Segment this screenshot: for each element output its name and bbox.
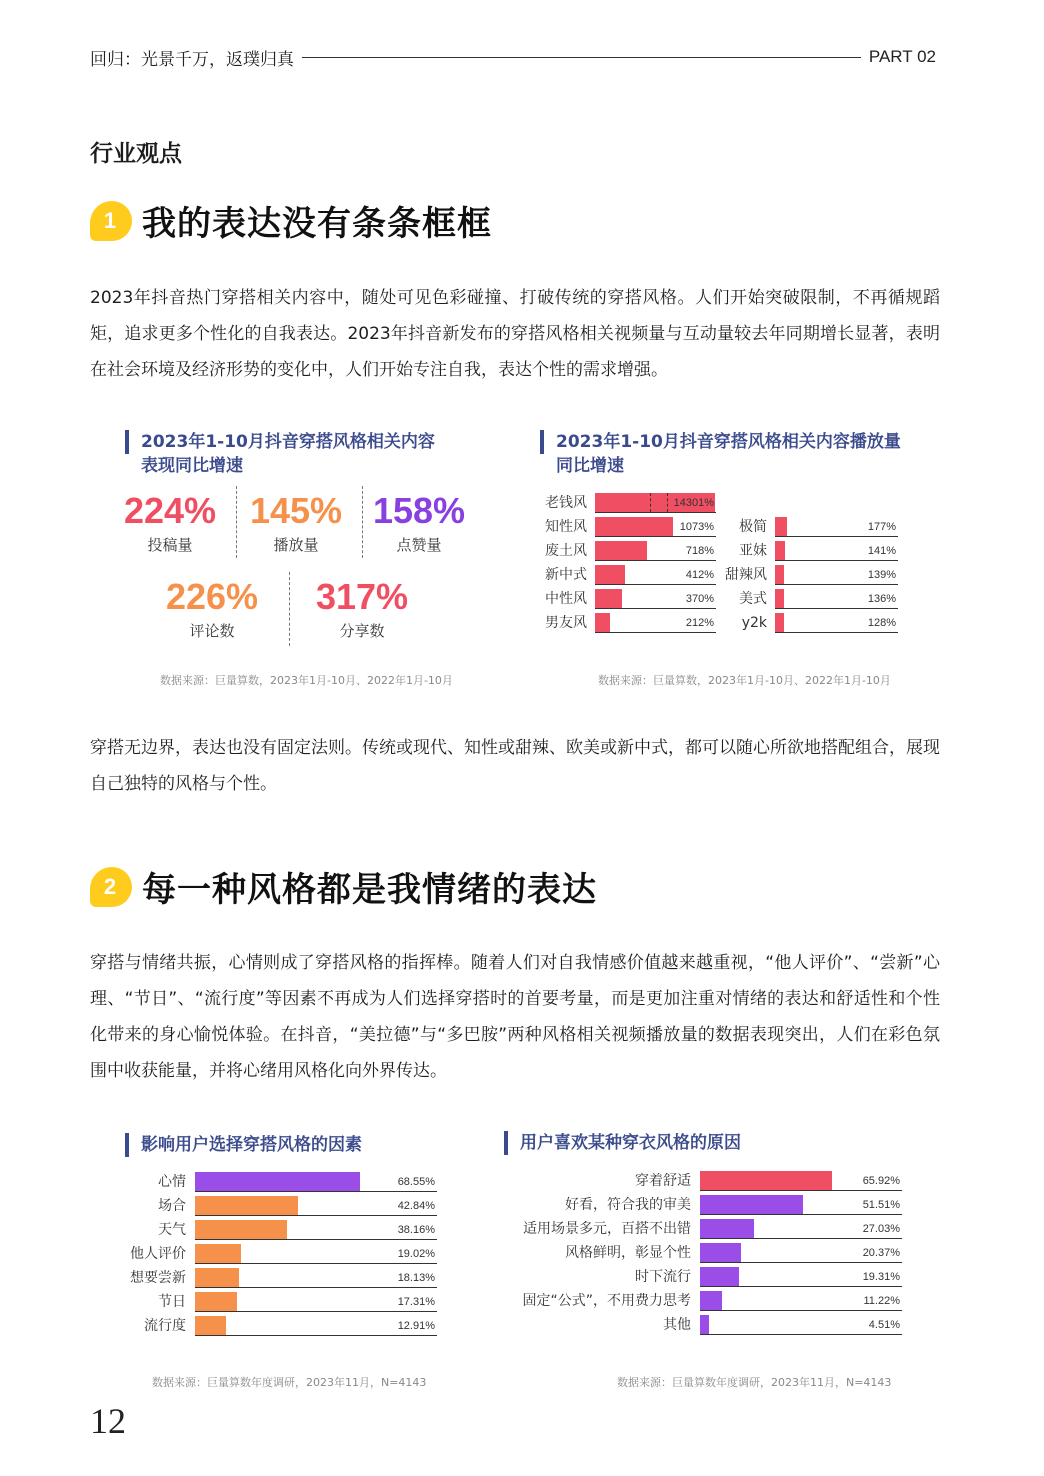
bar-category-label: 男友风 <box>545 615 587 631</box>
heading-2-title: 每一种风格都是我情绪的表达 <box>142 870 597 910</box>
header-part: PART 02 <box>868 47 936 66</box>
bar <box>595 541 647 560</box>
play-growth-title-line2: 同比增速 <box>556 456 624 476</box>
bar <box>775 517 787 536</box>
heading-1 <box>90 196 492 245</box>
bar-category-label: 好看，符合我的审美 <box>565 1197 691 1213</box>
number-badge: 1 <box>90 201 132 241</box>
bar-category-label: y2k <box>741 615 767 631</box>
bar-category-label: 极简 <box>739 519 767 535</box>
bar-value-label: 370% <box>685 593 714 605</box>
stat-label: 点赞量 <box>396 536 442 554</box>
bar-value-label: 412% <box>685 569 714 581</box>
reasons-title: 用户喜欢某种穿衣风格的原因 <box>504 1131 741 1155</box>
bar-track <box>775 565 898 585</box>
page-number: 12 <box>90 1401 126 1441</box>
heading-2 <box>90 862 597 911</box>
bar <box>595 613 610 632</box>
bar-category-label: 美式 <box>739 591 767 607</box>
bar-value-label: 1073% <box>679 521 714 533</box>
bar-category-label: 老钱风 <box>545 495 587 511</box>
play-growth-title: 2023年1-10月抖音穿搭风格相关内容播放量 <box>540 430 901 454</box>
stats-source: 数据来源：巨量算数，2023年1月-10月、2022年1月-10月 <box>160 674 453 687</box>
heading-1-title: 我的表达没有条条框框 <box>142 204 492 244</box>
bar <box>700 1219 754 1238</box>
bar-track <box>700 1219 902 1239</box>
stat-item <box>359 490 479 555</box>
bar-category-label: 新中式 <box>545 567 587 583</box>
bar-value-label: 68.55% <box>397 1176 435 1188</box>
bar-category-label: 亚妹 <box>739 543 767 559</box>
bar-value-label: 38.16% <box>397 1224 435 1236</box>
bar <box>775 589 784 608</box>
bar-value-label: 136% <box>867 593 896 605</box>
divider <box>236 486 237 558</box>
divider <box>289 572 290 646</box>
bar-value-label: 11.22% <box>863 1295 900 1307</box>
stat-value: 317% <box>315 576 409 617</box>
bar-value-label: 17.31% <box>397 1296 435 1308</box>
reasons-source: 数据来源：巨量算数年度调研，2023年11月，N=4143 <box>617 1376 892 1389</box>
play-growth-source: 数据来源：巨量算数，2023年1月-10月、2022年1月-10月 <box>598 674 891 687</box>
bar-track <box>195 1316 437 1336</box>
bar <box>775 613 784 632</box>
bar-track <box>595 589 716 609</box>
bar <box>595 517 673 536</box>
stat-label: 分享数 <box>339 622 385 640</box>
bar-category-label: 中性风 <box>545 591 587 607</box>
bar-track <box>595 517 716 537</box>
bar-category-label: 他人评价 <box>130 1246 186 1262</box>
bar-track <box>595 613 716 633</box>
bar-category-label: 固定“公式”，不用费力思考 <box>522 1293 691 1309</box>
bar-value-label: 19.31% <box>862 1271 900 1283</box>
bar-track <box>195 1244 437 1264</box>
bar-track <box>195 1196 437 1216</box>
bar <box>195 1268 239 1287</box>
header-title: 回归：光景千万，返璞归真 <box>90 49 294 70</box>
stats-title: 2023年1-10月抖音穿搭风格相关内容 <box>125 430 435 454</box>
stat-item <box>236 490 356 555</box>
bar <box>195 1220 287 1239</box>
stats-title-line2: 表现同比增速 <box>141 456 243 476</box>
bar-track <box>195 1220 437 1240</box>
stat-value: 145% <box>249 490 343 531</box>
bar-value-label: 4.51% <box>868 1319 900 1331</box>
paragraph-3: 穿搭与情绪共振，心情则成了穿搭风格的指挥棒。随着人们对自我情感价值越来越重视，“他人评价”、“尝新”心理、“节日”、“流行度”等因素不再成为人们选择穿搭时的首要考量，而是更加注重对情绪的表达和舒适性和个性化带来的身心愉悦体验。在抖音，“美拉德”与“多巴胺”两种风格相关视频播放量的数据表现突出，人们在彩色氛围中收获能量，并将心绪用风格化向外界传达。 <box>90 953 940 1081</box>
bar <box>775 565 784 584</box>
bar-category-label: 节日 <box>158 1294 186 1310</box>
bar-category-label: 场合 <box>158 1198 186 1214</box>
bar-category-label: 时下流行 <box>635 1269 691 1285</box>
bar-track <box>700 1195 902 1215</box>
bar <box>700 1291 722 1310</box>
bar <box>195 1172 360 1191</box>
bar-track <box>700 1267 902 1287</box>
bar-category-label: 废土风 <box>545 543 587 559</box>
bar-value-label: 42.84% <box>397 1200 435 1212</box>
bar <box>700 1243 741 1262</box>
stat-value: 226% <box>165 576 259 617</box>
bar-value-label: 19.02% <box>397 1248 435 1260</box>
bar-track <box>700 1171 902 1191</box>
bar-track <box>595 565 716 585</box>
bar <box>195 1316 226 1335</box>
bar-value-label: 139% <box>867 569 896 581</box>
stat-value: 158% <box>372 490 466 531</box>
bar-value-label: 12.91% <box>397 1320 435 1332</box>
bar-category-label: 流行度 <box>144 1318 186 1334</box>
axis-break-mark <box>650 493 668 512</box>
bar-track <box>775 541 898 561</box>
factors-title: 影响用户选择穿搭风格的因素 <box>125 1133 362 1157</box>
bar-value-label: 14301% <box>673 497 714 509</box>
bar-value-label: 65.92% <box>862 1175 900 1187</box>
section-label: 行业观点 <box>90 141 182 167</box>
bar <box>195 1292 237 1311</box>
bar-track <box>595 541 716 561</box>
bar-value-label: 177% <box>867 521 896 533</box>
bar-value-label: 212% <box>685 617 714 629</box>
number-badge: 2 <box>90 867 132 907</box>
stat-item <box>152 576 272 641</box>
bar-value-label: 18.13% <box>397 1272 435 1284</box>
bar-value-label: 141% <box>867 545 896 557</box>
stat-value: 224% <box>123 490 217 531</box>
bar-category-label: 心情 <box>158 1174 186 1190</box>
bar <box>700 1315 709 1334</box>
header-divider <box>302 57 861 58</box>
bar <box>700 1171 832 1190</box>
divider <box>362 486 363 558</box>
bar-value-label: 51.51% <box>862 1199 900 1211</box>
bar <box>195 1244 241 1263</box>
paragraph-2: 穿搭无边界，表达也没有固定法则。传统或现代、知性或甜辣、欧美或新中式，都可以随心所欲地搭配组合，展现自己独特的风格与个性。 <box>90 738 940 794</box>
stat-label: 投稿量 <box>147 536 193 554</box>
paragraph-1: 2023年抖音热门穿搭相关内容中，随处可见色彩碰撞、打破传统的穿搭风格。人们开始突破限制，不再循规蹈矩，追求更多个性化的自我表达。2023年抖音新发布的穿搭风格相关视频量与互动量较去年同期增长显著，表明在社会环境及经济形势的变化中，人们开始专注自我，表达个性的需求增强。 <box>90 288 940 380</box>
bar-category-label: 其他 <box>663 1317 691 1333</box>
bar-track <box>700 1243 902 1263</box>
bar-category-label: 穿着舒适 <box>635 1173 691 1189</box>
bar-category-label: 知性风 <box>545 519 587 535</box>
bar-track <box>195 1292 437 1312</box>
bar <box>195 1196 298 1215</box>
bar-category-label: 甜辣风 <box>725 567 767 583</box>
bar <box>700 1195 803 1214</box>
bar-track <box>700 1315 902 1335</box>
bar-track <box>775 517 898 537</box>
stat-label: 评论数 <box>189 622 235 640</box>
bar-value-label: 128% <box>867 617 896 629</box>
bar-track <box>775 613 898 633</box>
bar-track <box>195 1268 437 1288</box>
bar <box>595 589 622 608</box>
bar <box>700 1267 739 1286</box>
factors-source: 数据来源：巨量算数年度调研，2023年11月，N=4143 <box>152 1376 427 1389</box>
page-header <box>90 44 936 70</box>
bar-category-label: 天气 <box>158 1222 186 1238</box>
bar-category-label: 想要尝新 <box>130 1270 186 1286</box>
bar <box>775 541 785 560</box>
bar-category-label: 风格鲜明，彰显个性 <box>565 1245 691 1261</box>
stat-label: 播放量 <box>273 536 319 554</box>
bar <box>595 565 625 584</box>
bar-category-label: 适用场景多元，百搭不出错 <box>523 1221 691 1237</box>
bar-value-label: 20.37% <box>862 1247 900 1259</box>
bar-track <box>775 589 898 609</box>
bar-track <box>700 1291 902 1311</box>
bar-value-label: 718% <box>685 545 714 557</box>
stat-item <box>110 490 230 555</box>
bar-track <box>195 1172 437 1192</box>
stat-item <box>302 576 422 641</box>
bar-value-label: 27.03% <box>862 1223 900 1235</box>
